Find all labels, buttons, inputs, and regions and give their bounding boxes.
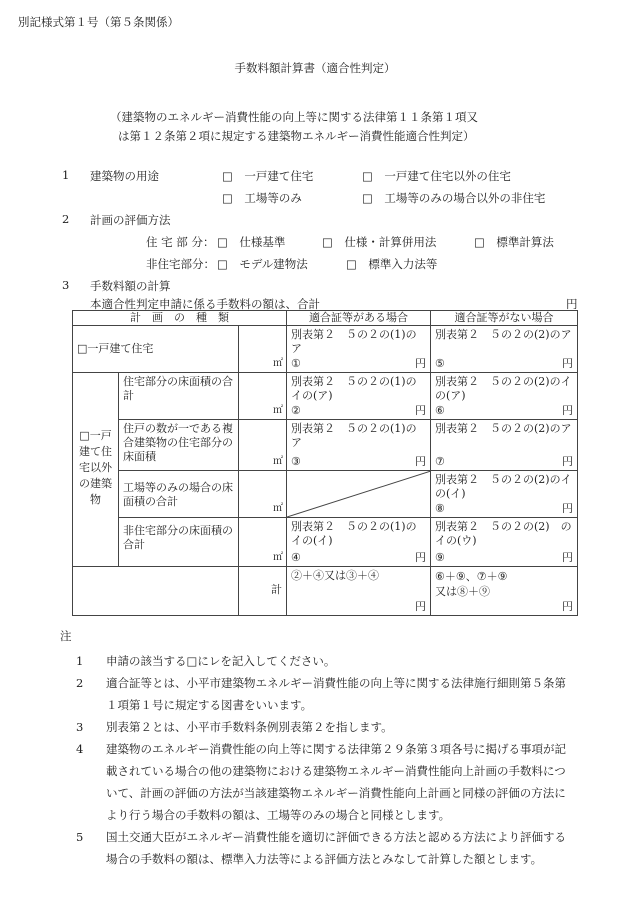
section2-number: 2 [62, 212, 70, 226]
use-detached-checkbox[interactable]: □ 一戸建て住宅 [222, 169, 314, 183]
area-cell[interactable]: ㎡ [239, 373, 287, 420]
fee-cell-7[interactable]: 別表第２ ５の２の(2)のア ⑦ 円 [431, 420, 578, 471]
section3-number: 3 [62, 278, 70, 292]
fee-cell-8[interactable]: 別表第２ ５の２の(2)のイの(イ) ⑧ 円 [431, 471, 578, 518]
note-3: 3 別表第２とは、小平市手数料条例別表第２を指します。 [76, 720, 393, 734]
nonresidential-floor-area-label: 非住宅部分の床面積の合計 [119, 518, 239, 567]
fee-cell-1[interactable]: 別表第２ ５の２の(1)のア ① 円 [287, 326, 431, 373]
residential-floor-area-label: 住宅部分の床面積の合計 [119, 373, 239, 420]
section1-number: 1 [62, 168, 70, 182]
residential-method-label: 住 宅 部 分： [146, 235, 215, 249]
area-cell[interactable]: ㎡ [239, 420, 287, 471]
other-building-group-label: □一戸建て住宅以外の建築物 [73, 373, 119, 567]
form-number: 別記様式第１号（第５条関係） [18, 15, 179, 29]
total-fee-without-cert[interactable]: ⑥＋⑨、⑦＋⑨ 又は⑧＋⑨ 円 [431, 567, 578, 616]
fee-cell-9[interactable]: 別表第２ ５の２の(2) のイの(ウ) ⑨ 円 [431, 518, 578, 567]
header-plan-type: 計 画 の 種 類 [73, 311, 287, 326]
subtitle-line2: は第１２条第２項に規定する建築物エネルギー消費性能適合性判定） [118, 129, 475, 143]
fee-cell-3[interactable]: 別表第２ ５の２の(1)のア ③ 円 [287, 420, 431, 471]
notes-heading: 注 [60, 629, 72, 643]
total-fee-yen: 円 [566, 297, 578, 311]
fee-cell-6[interactable]: 別表第２ ５の２の(2)のイの(ア) ⑥ 円 [431, 373, 578, 420]
sqm-unit: ㎡ [273, 358, 284, 369]
single-unit-complex-label: 住戸の数が一である複合建築物の住宅部分の床面積 [119, 420, 239, 471]
use-other-residential-checkbox[interactable]: □ 一戸建て住宅以外の住宅 [362, 169, 511, 183]
fee-cell-5[interactable]: 別表第２ ５の２の(2)のア ⑤ 円 [431, 326, 578, 373]
total-label-cell: 計 [239, 567, 287, 616]
section2-label: 計画の評価方法 [90, 213, 171, 227]
fee-cell-na [287, 471, 431, 518]
section3-label: 手数料額の計算 [90, 279, 171, 293]
header-with-certificate: 適合証等がある場合 [287, 311, 431, 326]
total-fee-with-cert[interactable]: ②＋④又は③＋④ 円 [287, 567, 431, 616]
use-nonresidential-checkbox[interactable]: □ 工場等のみの場合以外の非住宅 [362, 191, 546, 205]
area-cell[interactable]: ㎡ [239, 471, 287, 518]
method-standard-input-checkbox[interactable]: □ 標準入力法等 [346, 257, 438, 271]
detached-house-label: □一戸建て住宅 [73, 326, 239, 373]
page-title: 手数料額計算書（適合性判定） [234, 61, 396, 75]
area-cell[interactable] [239, 326, 287, 373]
use-factory-checkbox[interactable]: □ 工場等のみ [222, 191, 302, 205]
method-standard-calc-checkbox[interactable]: □ 標準計算法 [474, 235, 554, 249]
method-model-building-checkbox[interactable]: □ モデル建物法 [217, 257, 308, 271]
total-spacer [73, 567, 239, 616]
method-spec-checkbox[interactable]: □ 仕様基準 [217, 235, 286, 249]
notes-list [76, 650, 576, 870]
fee-table [72, 310, 578, 616]
note-5: 5 国土交通大臣がエネルギー消費性能を適切に評価できる方法と認める方法により評価する場合の手数料の額は、標準入力法等による評価方法とみなして計算した額とします。 [76, 830, 566, 866]
section1-label: 建築物の用途 [90, 169, 159, 183]
total-fee-intro: 本適合性判定申請に係る手数料の額は、合計 [90, 297, 320, 311]
area-cell[interactable]: ㎡ [239, 518, 287, 567]
method-combined-checkbox[interactable]: □ 仕様・計算併用法 [322, 235, 437, 249]
header-without-certificate: 適合証等がない場合 [431, 311, 578, 326]
fee-cell-4[interactable]: 別表第２ ５の２の(1)のイの(イ) ④ 円 [287, 518, 431, 567]
factory-only-floor-area-label: 工場等のみの場合の床面積の合計 [119, 471, 239, 518]
note-2: 2 適合証等とは、小平市建築物エネルギー消費性能の向上等に関する法律施行細則第５条第１項第１号に規定する図書をいいます。 [76, 676, 566, 712]
na-diagonal [287, 471, 431, 517]
subtitle-line1: （建築物のエネルギー消費性能の向上等に関する法律第１１条第１項又 [110, 110, 478, 124]
nonresidential-method-label: 非住宅部分： [146, 257, 215, 271]
note-1: 1 申請の該当する□にレを記入してください。 [76, 654, 336, 668]
fee-cell-2[interactable]: 別表第２ ５の２の(1)のイの(ア) ② 円 [287, 373, 431, 420]
note-4: 4 建築物のエネルギー消費性能の向上等に関する法律第２９条第３項各号に掲げる事項が記載されている場合の他の建築物における建築物エネルギー消費性能向上計画の手数料について、計画の評価の方法が当該建築物エネルギー消費性能向上計画と同様の評価の方法により行う場合の手数料の額は、工場等のみの場合と同様とします。 [76, 742, 566, 822]
total-fee-field[interactable] [346, 296, 564, 311]
